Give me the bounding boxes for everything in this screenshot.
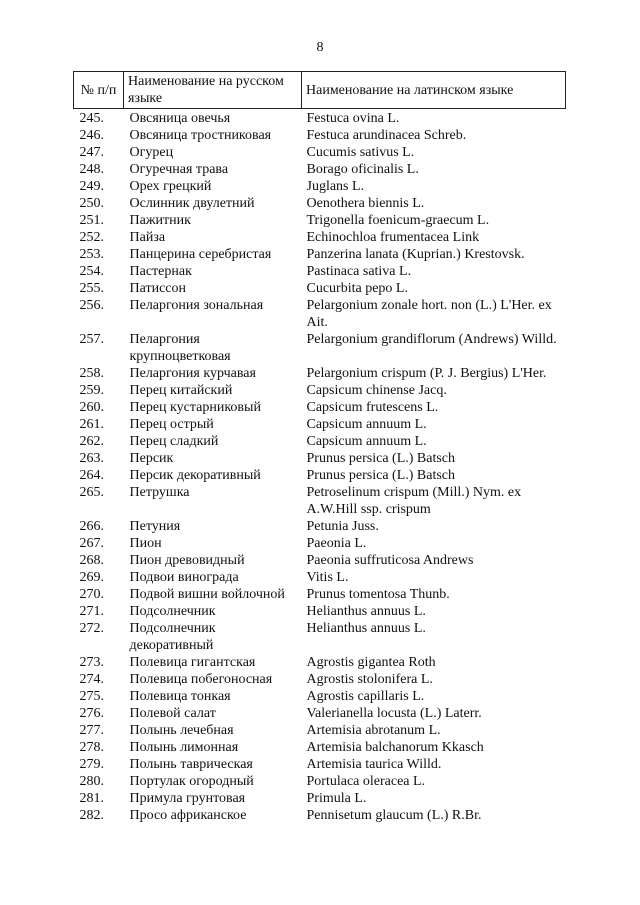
russian-name: Полевица тонкая [129,689,231,704]
table-row [74,161,566,178]
table-row [74,263,566,280]
latin-name: Trigonella foenicum-graecum L. [306,213,490,228]
latin-name: Vitis L. [306,570,349,585]
russian-name: Петуния [129,519,181,534]
row-number: 270. [79,587,104,602]
russian-name: Пеларгония курчавая [129,366,256,381]
table-row [74,212,566,229]
latin-name: Pelargonium crispum (P. J. Bergius) L'Her. [306,366,547,381]
latin-name: Agrostis stolonifera L. [306,672,433,687]
header-latin-name: Наименование на латинском языке [302,72,566,109]
russian-name: Подсолнечник [129,604,216,619]
russian-name: Полевой салат [129,706,216,721]
table-row [74,246,566,263]
row-number: 263. [79,451,104,466]
row-number: 255. [79,281,104,296]
russian-name: Пажитник [129,213,191,228]
row-number: 277. [79,723,104,738]
header-russian-name: Наименование на русском языке [124,72,302,109]
latin-name: Paeonia L. [306,536,367,551]
table-row [74,790,566,807]
row-number: 249. [79,179,104,194]
russian-name: Овсяница овечья [129,111,231,126]
table-row [74,518,566,535]
table-row [74,178,566,195]
latin-name: Cucurbita pepo L. [306,281,408,296]
species-table [73,71,566,824]
table-row [74,467,566,484]
russian-name: Перец сладкий [129,434,219,449]
latin-name: Petunia Juss. [306,519,379,534]
row-number: 256. [79,298,104,313]
row-number: 273. [79,655,104,670]
russian-name: Орех грецкий [129,179,212,194]
russian-name: Подвои винограда [129,570,239,585]
table-row [74,705,566,722]
row-number: 246. [79,128,104,143]
table-row [74,433,566,450]
latin-name: Pelargonium grandiflorum (Andrews) Willd. [306,332,557,347]
latin-name: Artemisia taurica Willd. [306,757,442,772]
latin-name: Cucumis sativus L. [306,145,415,160]
table-row [74,586,566,603]
row-number: 262. [79,434,104,449]
russian-name: Перец острый [129,417,214,432]
table-row [74,722,566,739]
russian-name: Перец китайский [129,383,233,398]
russian-name: Полынь лечебная [129,723,234,738]
latin-name: Capsicum annuum L. [306,417,427,432]
row-number: 250. [79,196,104,211]
russian-name: Полевица гигантская [129,655,256,670]
row-number: 261. [79,417,104,432]
table-body [74,109,566,825]
latin-name: Juglans L. [306,179,365,194]
latin-name: Agrostis capillaris L. [306,689,425,704]
russian-name: Пеларгония зональная [129,298,264,313]
table-row [74,229,566,246]
table-header [74,72,566,109]
row-number: 278. [79,740,104,755]
russian-name: Персик декоративный [129,468,261,483]
latin-name: Festuca arundinacea Schreb. [306,128,467,143]
row-number: 281. [79,791,104,806]
row-number: 260. [79,400,104,415]
latin-name: Borago oficinalis L. [306,162,419,177]
russian-name: Перец кустарниковый [129,400,261,415]
russian-name: Огуречная трава [129,162,229,177]
latin-name: Capsicum chinense Jacq. [306,383,447,398]
row-number: 248. [79,162,104,177]
russian-name: Патиссон [129,281,186,296]
row-number: 266. [79,519,104,534]
russian-name: Петрушка [129,485,190,500]
table-row [74,450,566,467]
row-number: 274. [79,672,104,687]
latin-name: Pennisetum glaucum (L.) R.Br. [306,808,482,823]
latin-name: Petroselinum crispum (Mill.) Nym. ex A.W.Hill ssp. crispum [306,485,522,517]
row-number: 259. [79,383,104,398]
latin-name: Helianthus annuus L. [306,621,426,636]
latin-name: Artemisia abrotanum L. [306,723,441,738]
row-number: 251. [79,213,104,228]
row-number: 265. [79,485,104,500]
table-row [74,569,566,586]
table-row [74,773,566,790]
row-number: 264. [79,468,104,483]
table-row [74,756,566,773]
latin-name: Prunus persica (L.) Batsch [306,468,456,483]
latin-name: Pelargonium zonale hort. non (L.) L'Her. ex Ait. [306,298,552,330]
table-row [74,109,566,128]
row-number: 257. [79,332,104,347]
row-number: 267. [79,536,104,551]
latin-name: Panzerina lanata (Kuprian.) Krestovsk. [306,247,525,262]
page-number: 8 [316,40,324,55]
table-row [74,331,566,365]
table-row [74,127,566,144]
table-row [74,603,566,620]
row-number: 245. [79,111,104,126]
russian-name: Полевица побегоносная [129,672,273,687]
russian-name: Персик [129,451,174,466]
russian-name: Панцерина серебристая [129,247,272,262]
row-number: 258. [79,366,104,381]
row-number: 247. [79,145,104,160]
row-number: 279. [79,757,104,772]
latin-name: Prunus tomentosa Thunb. [306,587,450,602]
latin-name: Portulaca oleracea L. [306,774,426,789]
row-number: 253. [79,247,104,262]
table-row [74,620,566,654]
table-row [74,654,566,671]
russian-name: Овсяница тростниковая [129,128,272,143]
latin-name: Echinochloa frumentacea Link [306,230,480,245]
row-number: 252. [79,230,104,245]
russian-name: Подвой вишни войлочной [129,587,285,602]
row-number: 282. [79,808,104,823]
russian-name: Подсолнечник декоративный [129,621,216,653]
latin-name: Artemisia balchanorum Kkasch [306,740,484,755]
latin-name: Primula L. [306,791,367,806]
russian-name: Пеларгония крупноцветковая [129,332,231,364]
table-row [74,365,566,382]
table-row [74,297,566,331]
russian-name: Пастернак [129,264,192,279]
row-number: 268. [79,553,104,568]
table-row [74,195,566,212]
table-row [74,416,566,433]
latin-name: Helianthus annuus L. [306,604,426,619]
table-row [74,807,566,824]
latin-name: Pastinaca sativa L. [306,264,412,279]
latin-name: Capsicum frutescens L. [306,400,439,415]
row-number: 276. [79,706,104,721]
row-number: 275. [79,689,104,704]
table-row [74,144,566,161]
table-row [74,399,566,416]
russian-name: Портулак огородный [129,774,254,789]
row-number: 272. [79,621,104,636]
table-row [74,280,566,297]
russian-name: Пион [129,536,162,551]
table-row [74,535,566,552]
latin-name: Festuca ovina L. [306,111,400,126]
table-row [74,484,566,518]
russian-name: Полынь лимонная [129,740,239,755]
row-number: 269. [79,570,104,585]
table-row [74,382,566,399]
russian-name: Огурец [129,145,174,160]
row-number: 280. [79,774,104,789]
table-row [74,739,566,756]
table-row [74,688,566,705]
russian-name: Ослинник двулетний [129,196,255,211]
latin-name: Prunus persica (L.) Batsch [306,451,456,466]
table-row [74,671,566,688]
header-number: № п/п [74,72,124,109]
row-number: 271. [79,604,104,619]
latin-name: Agrostis gigantea Roth [306,655,436,670]
row-number: 254. [79,264,104,279]
russian-name: Полынь таврическая [129,757,253,772]
latin-name: Paeonia suffruticosa Andrews [306,553,474,568]
latin-name: Valerianella locusta (L.) Laterr. [306,706,482,721]
latin-name: Capsicum annuum L. [306,434,427,449]
table-row [74,552,566,569]
russian-name: Пайза [129,230,166,245]
latin-name: Oenothera biennis L. [306,196,425,211]
russian-name: Просо африканское [129,808,247,823]
russian-name: Пион древовидный [129,553,245,568]
russian-name: Примула грунтовая [129,791,246,806]
